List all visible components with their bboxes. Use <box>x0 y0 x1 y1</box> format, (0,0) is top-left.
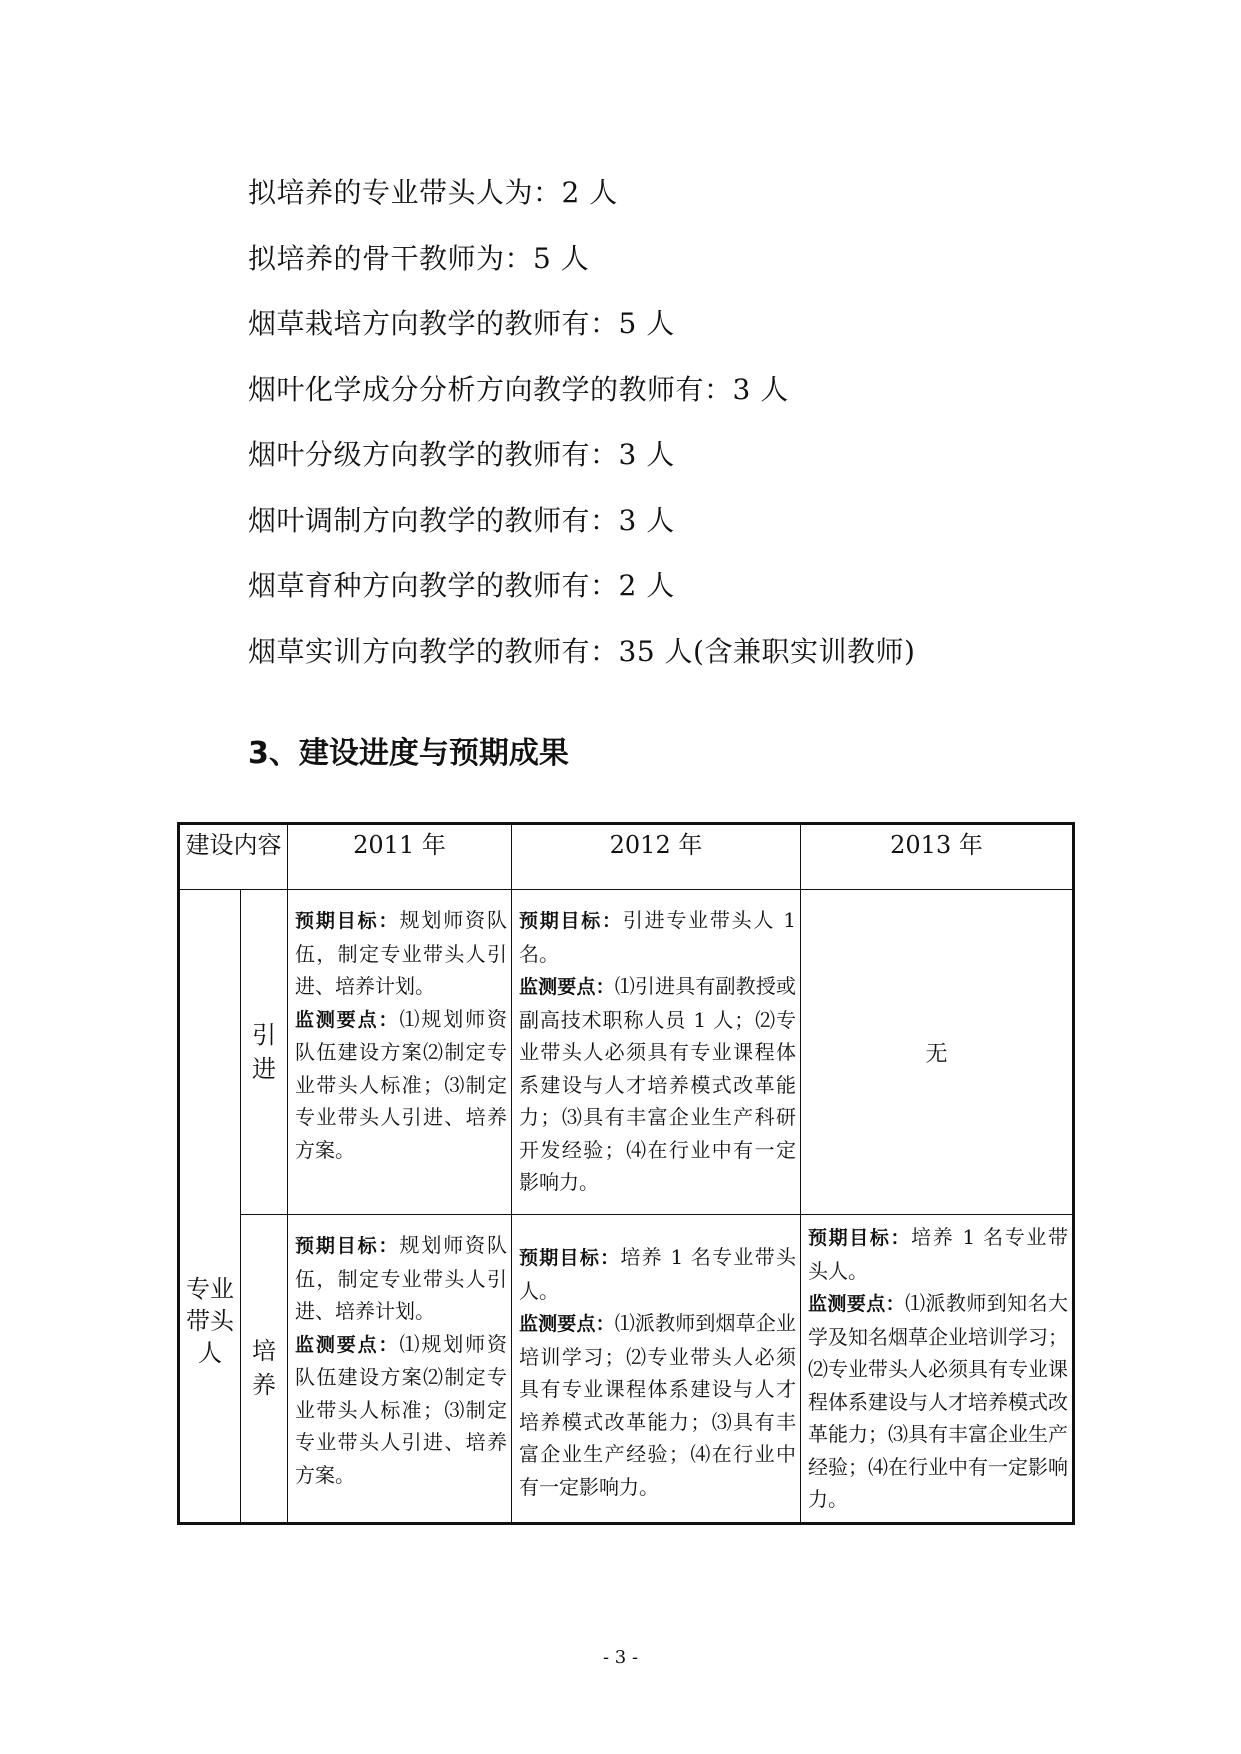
table-header-row <box>179 824 1074 890</box>
list-item: 拟培养的专业带头人为：2 人 <box>248 176 618 209</box>
goal-text: 培养 1 名专业带头人。 <box>519 1245 796 1303</box>
goal-label: 预期目标： <box>519 910 623 932</box>
header-content: 建设内容 <box>179 824 288 890</box>
list-item: 烟草实训方向教学的教师有：35 人(含兼职实训教师) <box>248 634 916 668</box>
points-label: 监测要点： <box>295 1008 400 1031</box>
schedule-table <box>177 822 1075 1525</box>
row-label-intro: 引进 <box>252 1021 276 1083</box>
goal-text: 引进专业带头人 1 名。 <box>519 908 796 966</box>
list-item: 烟叶调制方向教学的教师有：3 人 <box>248 503 675 537</box>
group-label: 专业带头人 <box>186 1274 234 1367</box>
list-item: 烟草栽培方向教学的教师有：5 人 <box>248 307 675 340</box>
goal-text: 规划师资队伍，制定专业带头人引进、培养计划。 <box>295 1233 507 1323</box>
goal-label: 预期目标： <box>519 1247 621 1270</box>
row-label-train: 培养 <box>252 1337 276 1400</box>
header-2011: 2011 年 <box>288 824 512 890</box>
points-label: 监测要点： <box>295 1333 400 1356</box>
goal-label: 预期目标： <box>808 1227 912 1249</box>
list-item: 拟培养的骨干教师为：5 人 <box>248 241 590 275</box>
list-item: 烟叶化学成分分析方向教学的教师有：3 人 <box>248 372 789 406</box>
points-text: ⑴派教师到知名大学及知名烟草企业培训学习；⑵专业带头人必须具有专业课程体系建设与人才培养模式改革能力；⑶具有丰富企业生产经验；⑷在行业中有一定影响力。 <box>808 1291 1068 1511</box>
table-row <box>179 1215 1074 1524</box>
points-label: 监测要点： <box>519 1313 615 1336</box>
goal-label: 预期目标： <box>295 1235 400 1257</box>
row-label-cell <box>241 1215 288 1524</box>
header-2013: 2013 年 <box>801 824 1074 890</box>
list-item: 烟叶分级方向教学的教师有：3 人 <box>248 438 675 471</box>
table-row <box>179 890 1074 1215</box>
points-text: ⑴派教师到烟草企业培训学习；⑵专业带头人必须具有专业课程体系建设与人才培养模式改革能力；⑶具有丰富企业生产经验；⑷在行业中有一定影响力。 <box>519 1311 796 1499</box>
points-text: ⑴规划师资队伍建设方案⑵制定专业带头人标准；⑶制定专业带头人引进、培养方案。 <box>295 1006 507 1162</box>
goal-text: 培养 1 名专业带头人。 <box>808 1225 1068 1283</box>
points-label: 监测要点： <box>519 976 615 998</box>
points-label: 监测要点： <box>808 1293 906 1315</box>
cell-train-2012 <box>512 1215 801 1524</box>
page-number: - 3 - <box>602 1647 639 1668</box>
header-2012: 2012 年 <box>512 824 801 890</box>
list-item: 烟草育种方向教学的教师有：2 人 <box>248 569 675 602</box>
row-label-cell <box>241 890 288 1215</box>
cell-train-2013 <box>801 1215 1074 1524</box>
cell-train-2011 <box>288 1215 512 1524</box>
points-text: ⑴引进具有副教授或副高技术职称人员 1 人；⑵专业带头人必须具有专业课程体系建设与人才培养模式改革能力；⑶具有丰富企业生产科研开发经验；⑷在行业中有一定影响力。 <box>519 974 796 1194</box>
group-label-cell <box>179 890 241 1524</box>
cell-intro-2013: 无 <box>801 890 1074 1215</box>
section-heading: 3、建设进度与预期成果 <box>248 736 569 771</box>
cell-intro-2012 <box>512 890 801 1215</box>
staffing-list <box>248 160 915 684</box>
goal-text: 规划师资队伍，制定专业带头人引进、培养计划。 <box>295 908 507 998</box>
cell-intro-2011 <box>288 890 512 1215</box>
goal-label: 预期目标： <box>295 910 400 932</box>
points-text: ⑴规划师资队伍建设方案⑵制定专业带头人标准；⑶制定专业带头人引进、培养方案。 <box>295 1331 507 1487</box>
